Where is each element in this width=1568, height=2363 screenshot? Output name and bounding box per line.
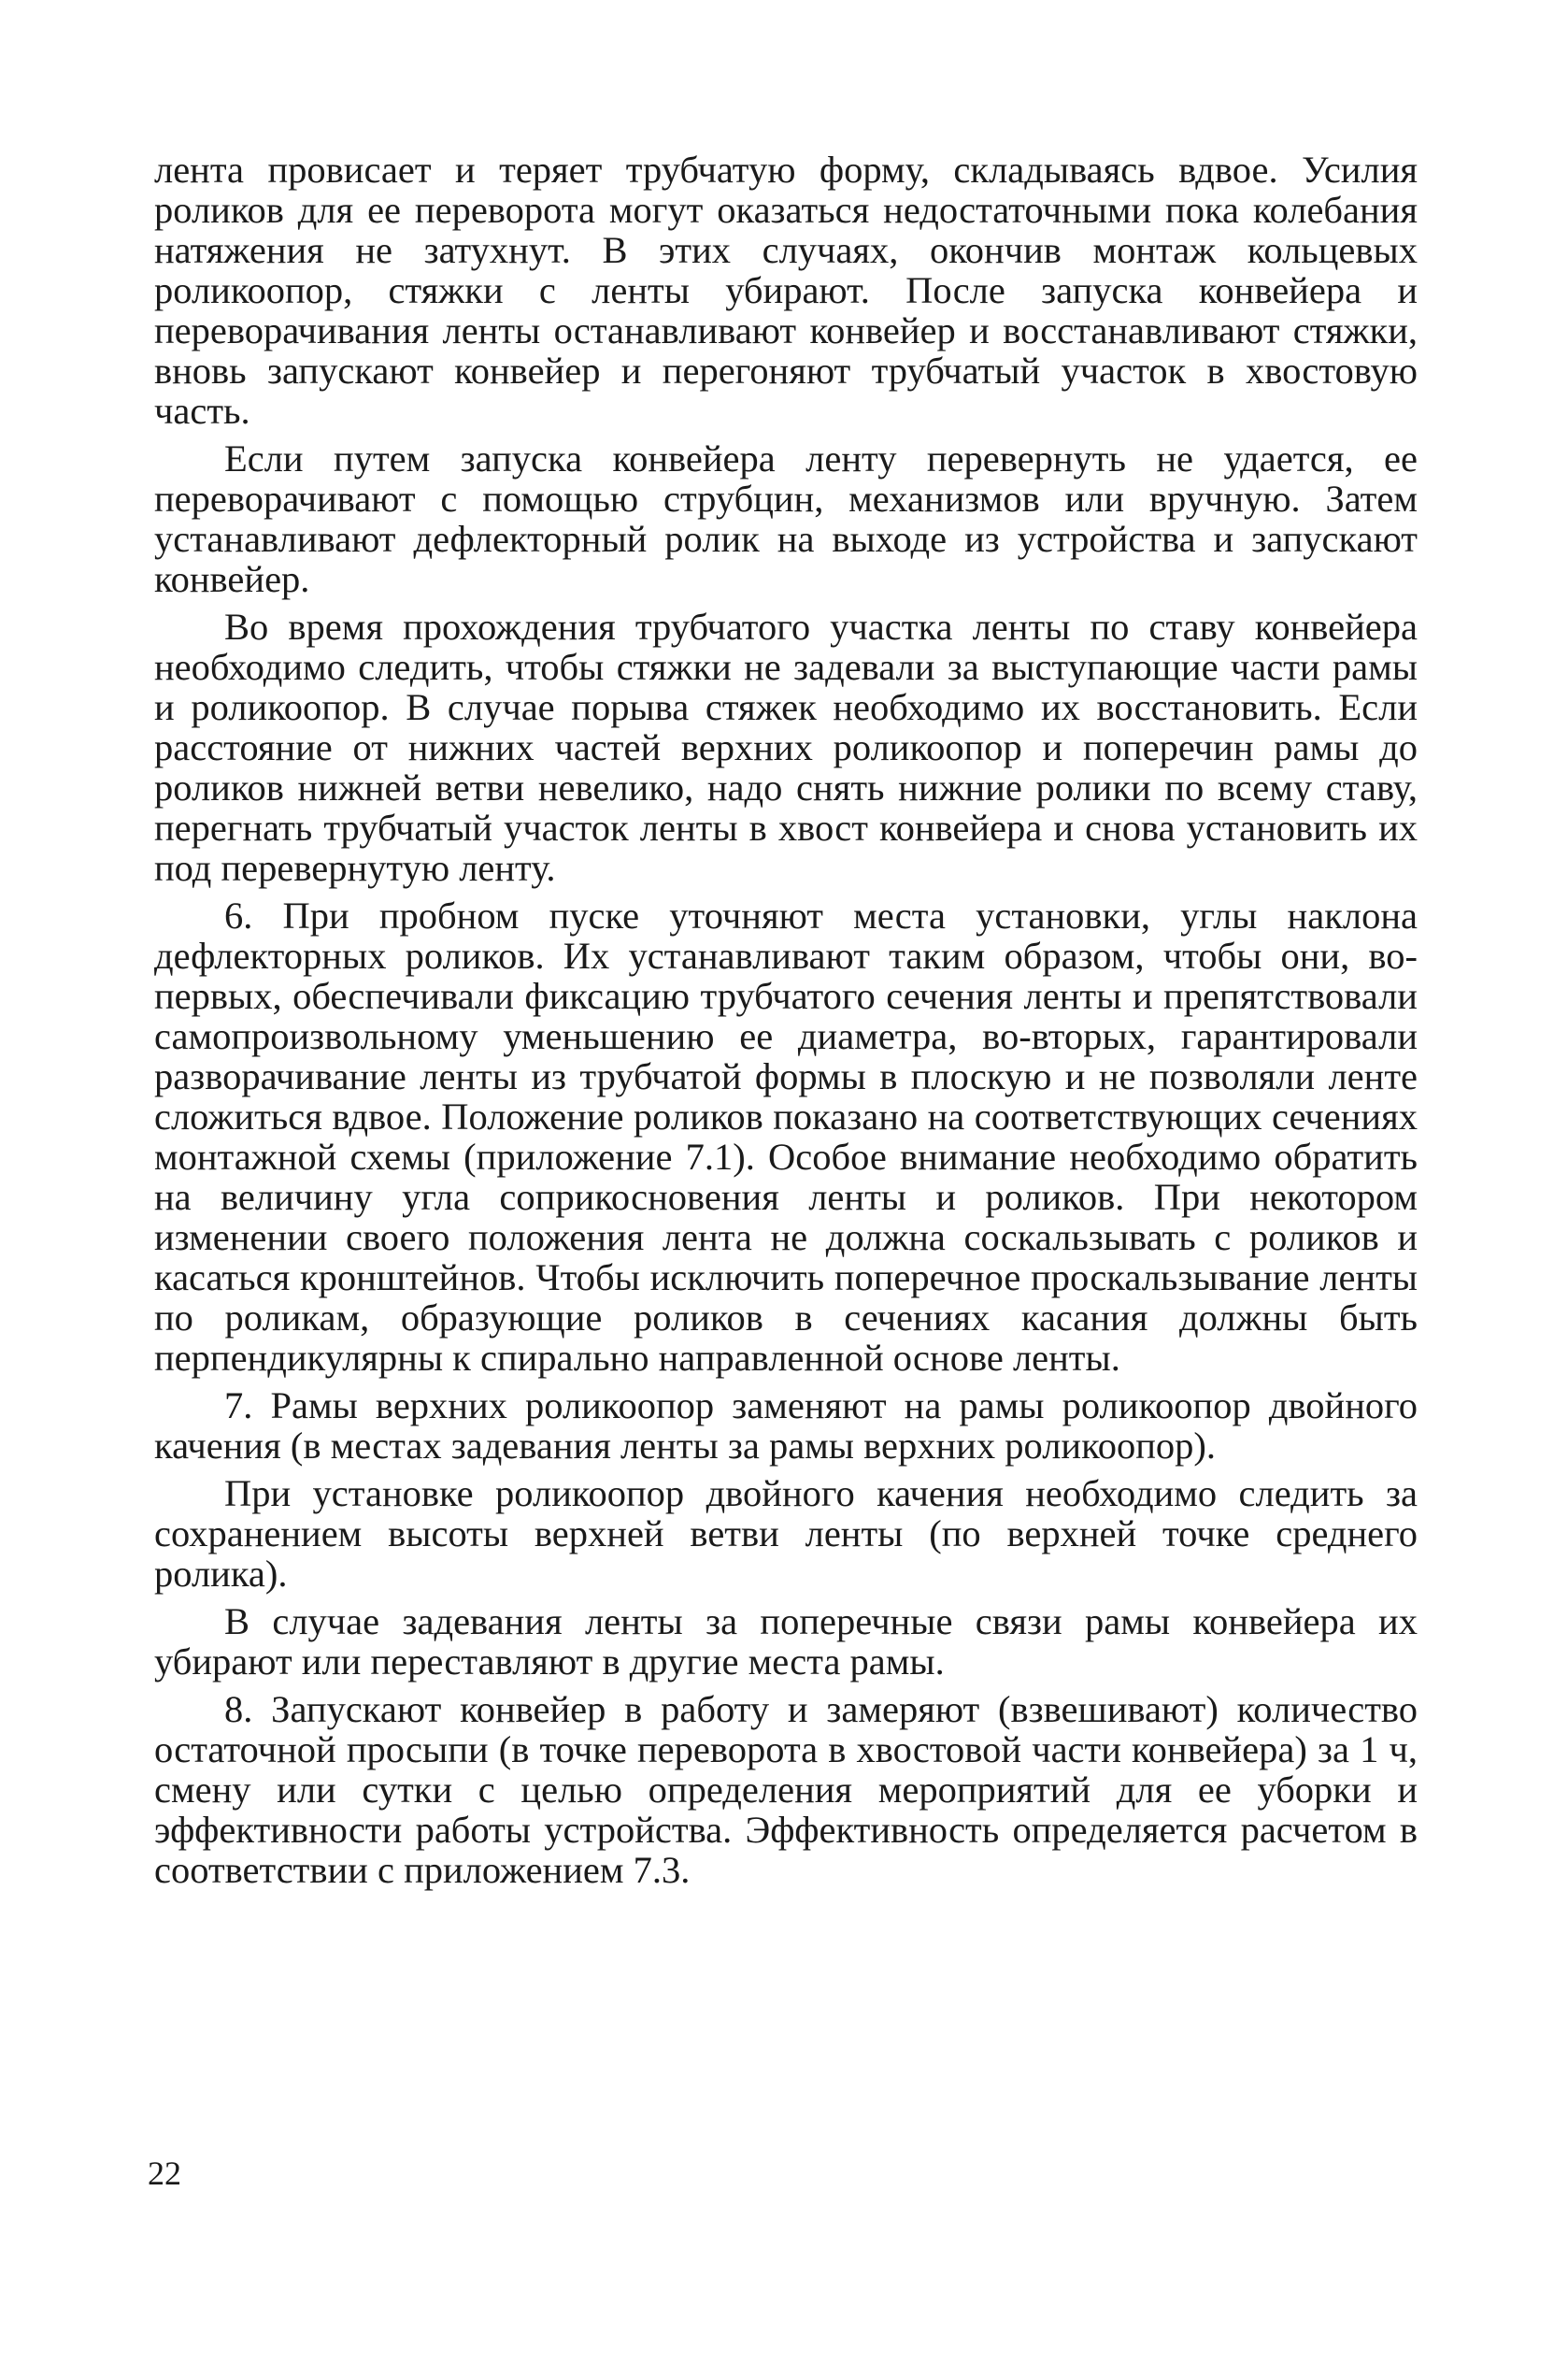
paragraph-4: 6. При пробном пуске уточняют места установки, углы наклона дефлекторных роликов. Их устанавливают таким образом, чтобы они, во-первых, обеспечивали фиксацию трубчатого сечения ленты и препятствовали самопроизвольному уменьшению ее диаметра, во-вторых, гарантировали разворачивание ленты из трубчатой формы в плоскую и не позволяли ленте сложиться вдвое. Положение роликов показано на соответствующих сечениях монтажной схемы (приложение 7.1). Особое внимание необходимо обратить на величину угла соприкосновения ленты и роликов. При некотором изменении своего положения лента не должна соскальзывать с роликов и касаться кронштейнов. Чтобы исключить поперечное проскальзывание ленты по роликам, образующие роликов в сечениях касания должны быть перпендикулярны к спирально направленной основе ленты.	[154, 895, 1418, 1379]
page-number: 22	[148, 2155, 181, 2192]
paragraph-3: Во время прохождения трубчатого участка ленты по ставу конвейера необходимо следить, чтобы стяжки не задевали за выступающие части рамы и роликоопор. В случае порыва стяжек необходимо их восстановить. Если расстояние от нижних частей верхних роликоопор и поперечин рамы до роликов нижней ветви невелико, надо снять нижние ролики по всему ставу, перегнать трубчатый участок ленты в хвост конвейера и снова установить их под перевернутую ленту.	[154, 606, 1418, 889]
paragraph-5: 7. Рамы верхних роликоопор заменяют на рамы роликоопор двойного качения (в местах задевания ленты за рамы верхних роликоопор).	[154, 1384, 1418, 1467]
paragraph-8: 8. Запускают конвейер в работу и замеряют (взвешивают) количество остаточной просыпи (в точке переворота в хвостовой части конвейера) за 1 ч, смену или сутки с целью определения мероприятий для ее уборки и эффективности работы устройства. Эффективность определяется расчетом в соответствии с приложением 7.3.	[154, 1688, 1418, 1891]
paragraph-7: В случае задевания ленты за поперечные связи рамы конвейера их убирают или переставляют в другие места рамы.	[154, 1600, 1418, 1683]
paragraph-6: При установке роликоопор двойного качения необходимо следить за сохранением высоты верхней ветви ленты (по верхней точке среднего ролика).	[154, 1472, 1418, 1595]
paragraph-1: лента провисает и теряет трубчатую форму, складываясь вдвое. Усилия роликов для ее переворота могут оказаться недостаточными пока колебания натяжения не затухнут. В этих случаях, окончив монтаж кольцевых роликоопор, стяжки с ленты убирают. После запуска конвейера и переворачивания ленты останавливают конвейер и восстанавливают стяжки, вновь запускают конвейер и перегоняют трубчатый участок в хвостовую часть.	[154, 149, 1418, 432]
page-body	[154, 150, 1418, 1890]
paragraph-2: Если путем запуска конвейера ленту перевернуть не удается, ее переворачивают с помощью струбцин, механизмов или вручную. Затем устанавливают дефлекторный ролик на выходе из устройства и запускают конвейер.	[154, 437, 1418, 600]
